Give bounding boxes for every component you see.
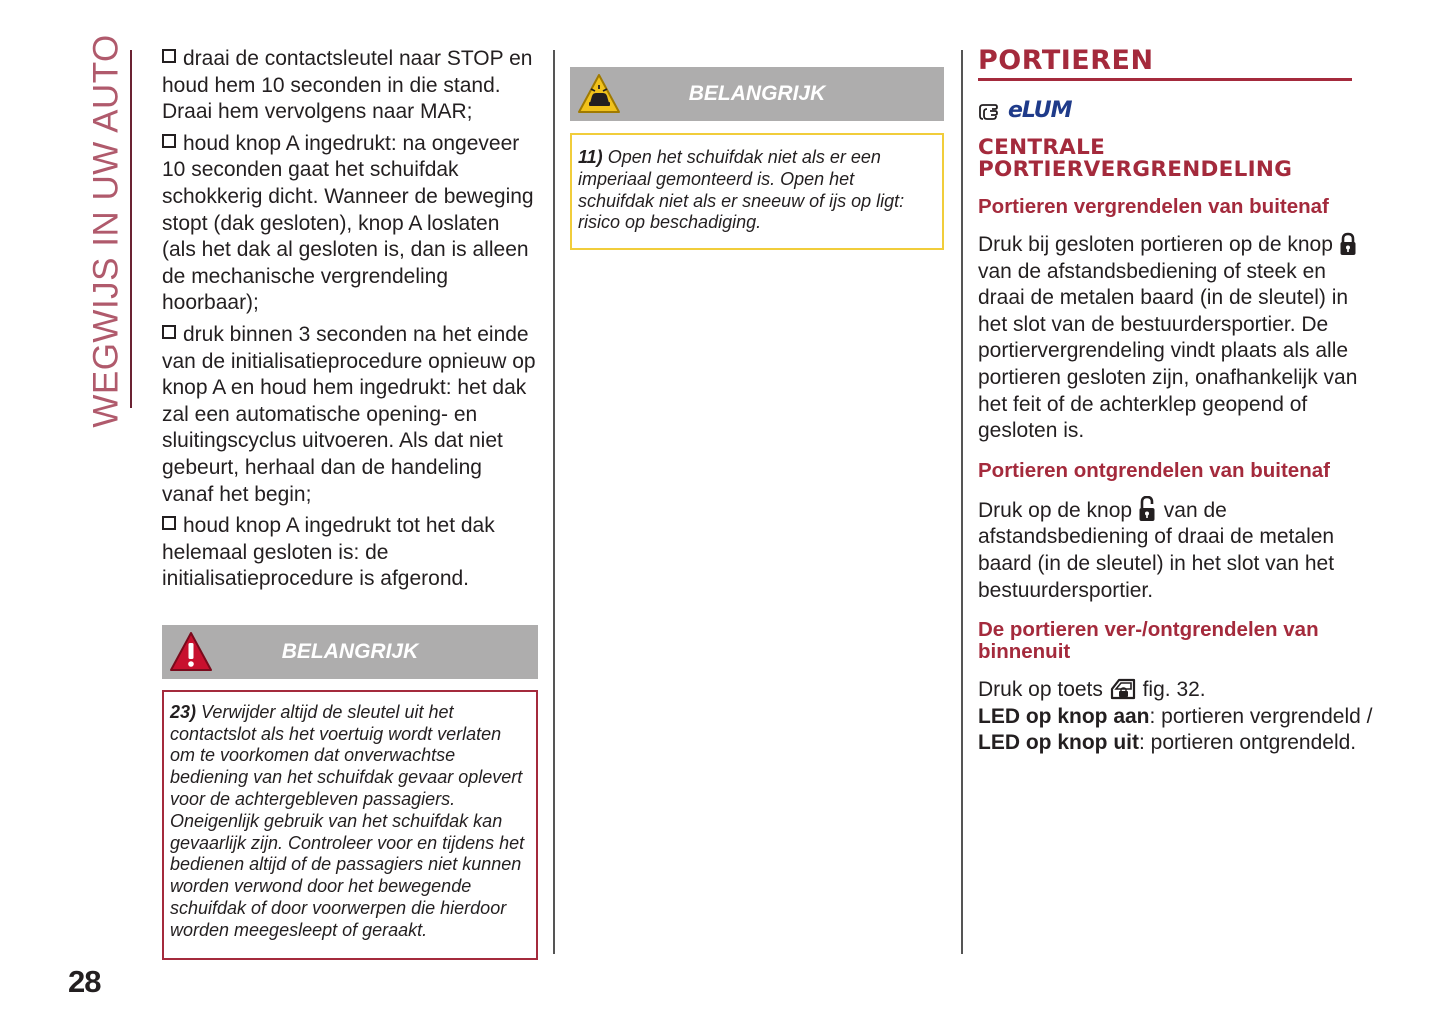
caution-number: 11) xyxy=(578,147,603,167)
sidebar-rule xyxy=(130,50,132,408)
lock-open-icon xyxy=(1138,496,1158,522)
elum-label: eLUM xyxy=(1008,97,1072,123)
sidebar-section-title xyxy=(86,34,128,428)
elum-badge xyxy=(978,95,1378,125)
checkbox-bullet-icon xyxy=(162,516,176,530)
checkbox-bullet-icon xyxy=(162,325,176,339)
checkbox-bullet-icon xyxy=(162,134,176,148)
column-2 xyxy=(570,67,944,250)
column-divider-2 xyxy=(961,50,963,954)
warning-triangle-icon xyxy=(168,630,214,674)
step-item: houd knop A ingedrukt tot het dak helemaal gesloten is: de initialisatieprocedure is afgerond. xyxy=(162,514,495,591)
warning-number: 23) xyxy=(170,701,197,722)
paragraph-unlock-outside: Druk op de knop van de afstandsbediening of draai de metalen baard (in de sleutel) in het slot van het bestuurdersportier. xyxy=(978,496,1378,604)
checkbox-bullet-icon xyxy=(162,49,176,63)
section-title-lock-outside: Portieren vergrendelen van buitenaf xyxy=(978,195,1329,218)
caution-banner xyxy=(570,67,944,121)
page-number: 28 xyxy=(68,964,101,999)
paragraph-lock-outside: Druk bij gesloten portieren op de knop van de afstandsbediening of steek en draai de metalen baard (in de sleutel) in het slot van de bestuurdersportier. De portiervergrendeling vindt plaats als alle portieren gesloten zijn, onafhankelijk van het feit of de achterklep geopend of gesloten is. xyxy=(978,233,1358,443)
caution-text: Open het schuifdak niet als er een imperiaal gemonteerd is. Open het schuifdak niet als er sneeuw of ijs op ligt: risico op beschadiging. xyxy=(578,147,905,233)
step-item: houd knop A ingedrukt: na ongeveer 10 seconden gaat het schuifdak schokkerig dicht. Wanneer de beweging stopt (dak gesloten), knop A loslaten (als het dak al gesloten is, dan is alleen de mechanische vergrendeling hoorbaar); xyxy=(162,131,534,315)
warning-banner xyxy=(162,625,538,679)
car-damage-caution-icon xyxy=(576,72,622,116)
paragraph-inside: Druk op toets fig. 32. LED op knop aan: portieren vergrendeld / LED op knop uit: portieren ontgrendeld. xyxy=(978,678,1373,755)
warning-box xyxy=(162,690,538,960)
subsection-heading: CENTRALE PORTIERVERGRENDELING xyxy=(978,135,1293,182)
pointing-hand-icon xyxy=(978,98,1008,122)
column-3 xyxy=(978,44,1378,757)
step-item: druk binnen 3 seconden na het einde van de initialisatieprocedure opnieuw op knop A en houd hem ingedrukt: het dak zal een automatische opening- en sluitingscyclus uitvoeren. Als dat niet gebeurt, herhaal dan de handeling vanaf het begin; xyxy=(162,322,536,506)
section-heading: PORTIEREN xyxy=(978,45,1154,76)
sidebar-section-title-text: WEGWIJS IN UW AUTO xyxy=(87,34,127,428)
lock-closed-icon xyxy=(1339,232,1357,256)
warning-title: BELANGRIJK xyxy=(281,639,419,663)
section-title-unlock-outside: Portieren ontgrendelen van buitenaf xyxy=(978,458,1330,482)
caution-box xyxy=(570,133,944,250)
door-lock-button-icon xyxy=(1109,677,1137,701)
column-1 xyxy=(162,46,538,960)
section-title-inside: De portieren ver-/ontgrendelen van binnenuit xyxy=(978,618,1319,664)
led-off-label: LED op knop uit xyxy=(978,731,1139,755)
led-on-label: LED op knop aan xyxy=(978,704,1150,728)
heading-rule xyxy=(978,78,1352,81)
warning-text: Verwijder altijd de sleutel uit het contactslot als het voertuig wordt verlaten om te voorkomen dat onverwachtse bediening van het schuifdak gevaar oplevert voor de achtergebleven passagiers. Oneigenlijk gebruik van het schuifdak kan gevaarlijk zijn. Controleer voor en tijdens het bedienen altijd of de passagiers niet kunnen worden verwond door het bewegende schuifdak of door voorwerpen die hierdoor worden meegesleept of geraakt. xyxy=(170,701,525,940)
caution-title: BELANGRIJK xyxy=(688,82,826,105)
column-divider-1 xyxy=(553,50,555,954)
step-item: draai de contactsleutel naar STOP en houd hem 10 seconden in die stand. Draai hem vervolgens naar MAR; xyxy=(162,47,533,124)
